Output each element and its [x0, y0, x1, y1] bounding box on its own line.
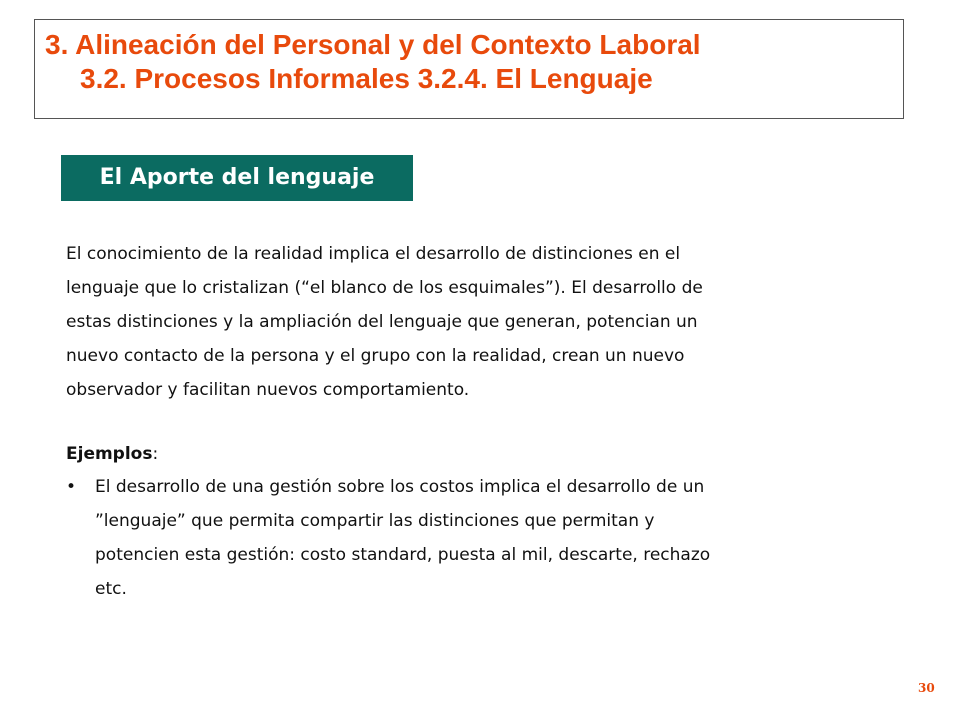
bullet-line: ”lenguaje” que permita compartir las distinciones que permitan y — [95, 511, 655, 531]
bullet-line: etc. — [95, 579, 127, 599]
bullet-line: El desarrollo de una gestión sobre los costos implica el desarrollo de un — [95, 477, 705, 497]
bullet-line: potencien esta gestión: costo standard, puesta al mil, descarte, rechazo — [95, 545, 711, 565]
page-number: 30 — [918, 681, 935, 695]
paragraph-line: observador y facilitan nuevos comportamiento. — [66, 380, 470, 400]
paragraph-line: estas distinciones y la ampliación del lenguaje que generan, potencian un — [66, 312, 698, 332]
body-paragraph — [66, 237, 703, 407]
examples-label — [66, 437, 158, 471]
title-line-1: 3. Alineación del Personal y del Contexto Laboral — [45, 29, 701, 60]
title-line-2: 3.2. Procesos Informales 3.2.4. El Lenguaje — [80, 63, 653, 94]
bullet-text — [95, 470, 710, 606]
paragraph-line: nuevo contacto de la persona y el grupo con la realidad, crean un nuevo — [66, 346, 685, 366]
section-heading-badge: El Aporte del lenguaje — [61, 155, 413, 201]
bullet-icon: • — [66, 477, 77, 497]
paragraph-line: El conocimiento de la realidad implica el desarrollo de distinciones en el — [66, 244, 681, 264]
examples-label-colon: : — [152, 444, 159, 464]
paragraph-line: lenguaje que lo cristalizan (“el blanco de los esquimales”). El desarrollo de — [66, 278, 703, 298]
examples-label-text: Ejemplos — [66, 444, 153, 464]
